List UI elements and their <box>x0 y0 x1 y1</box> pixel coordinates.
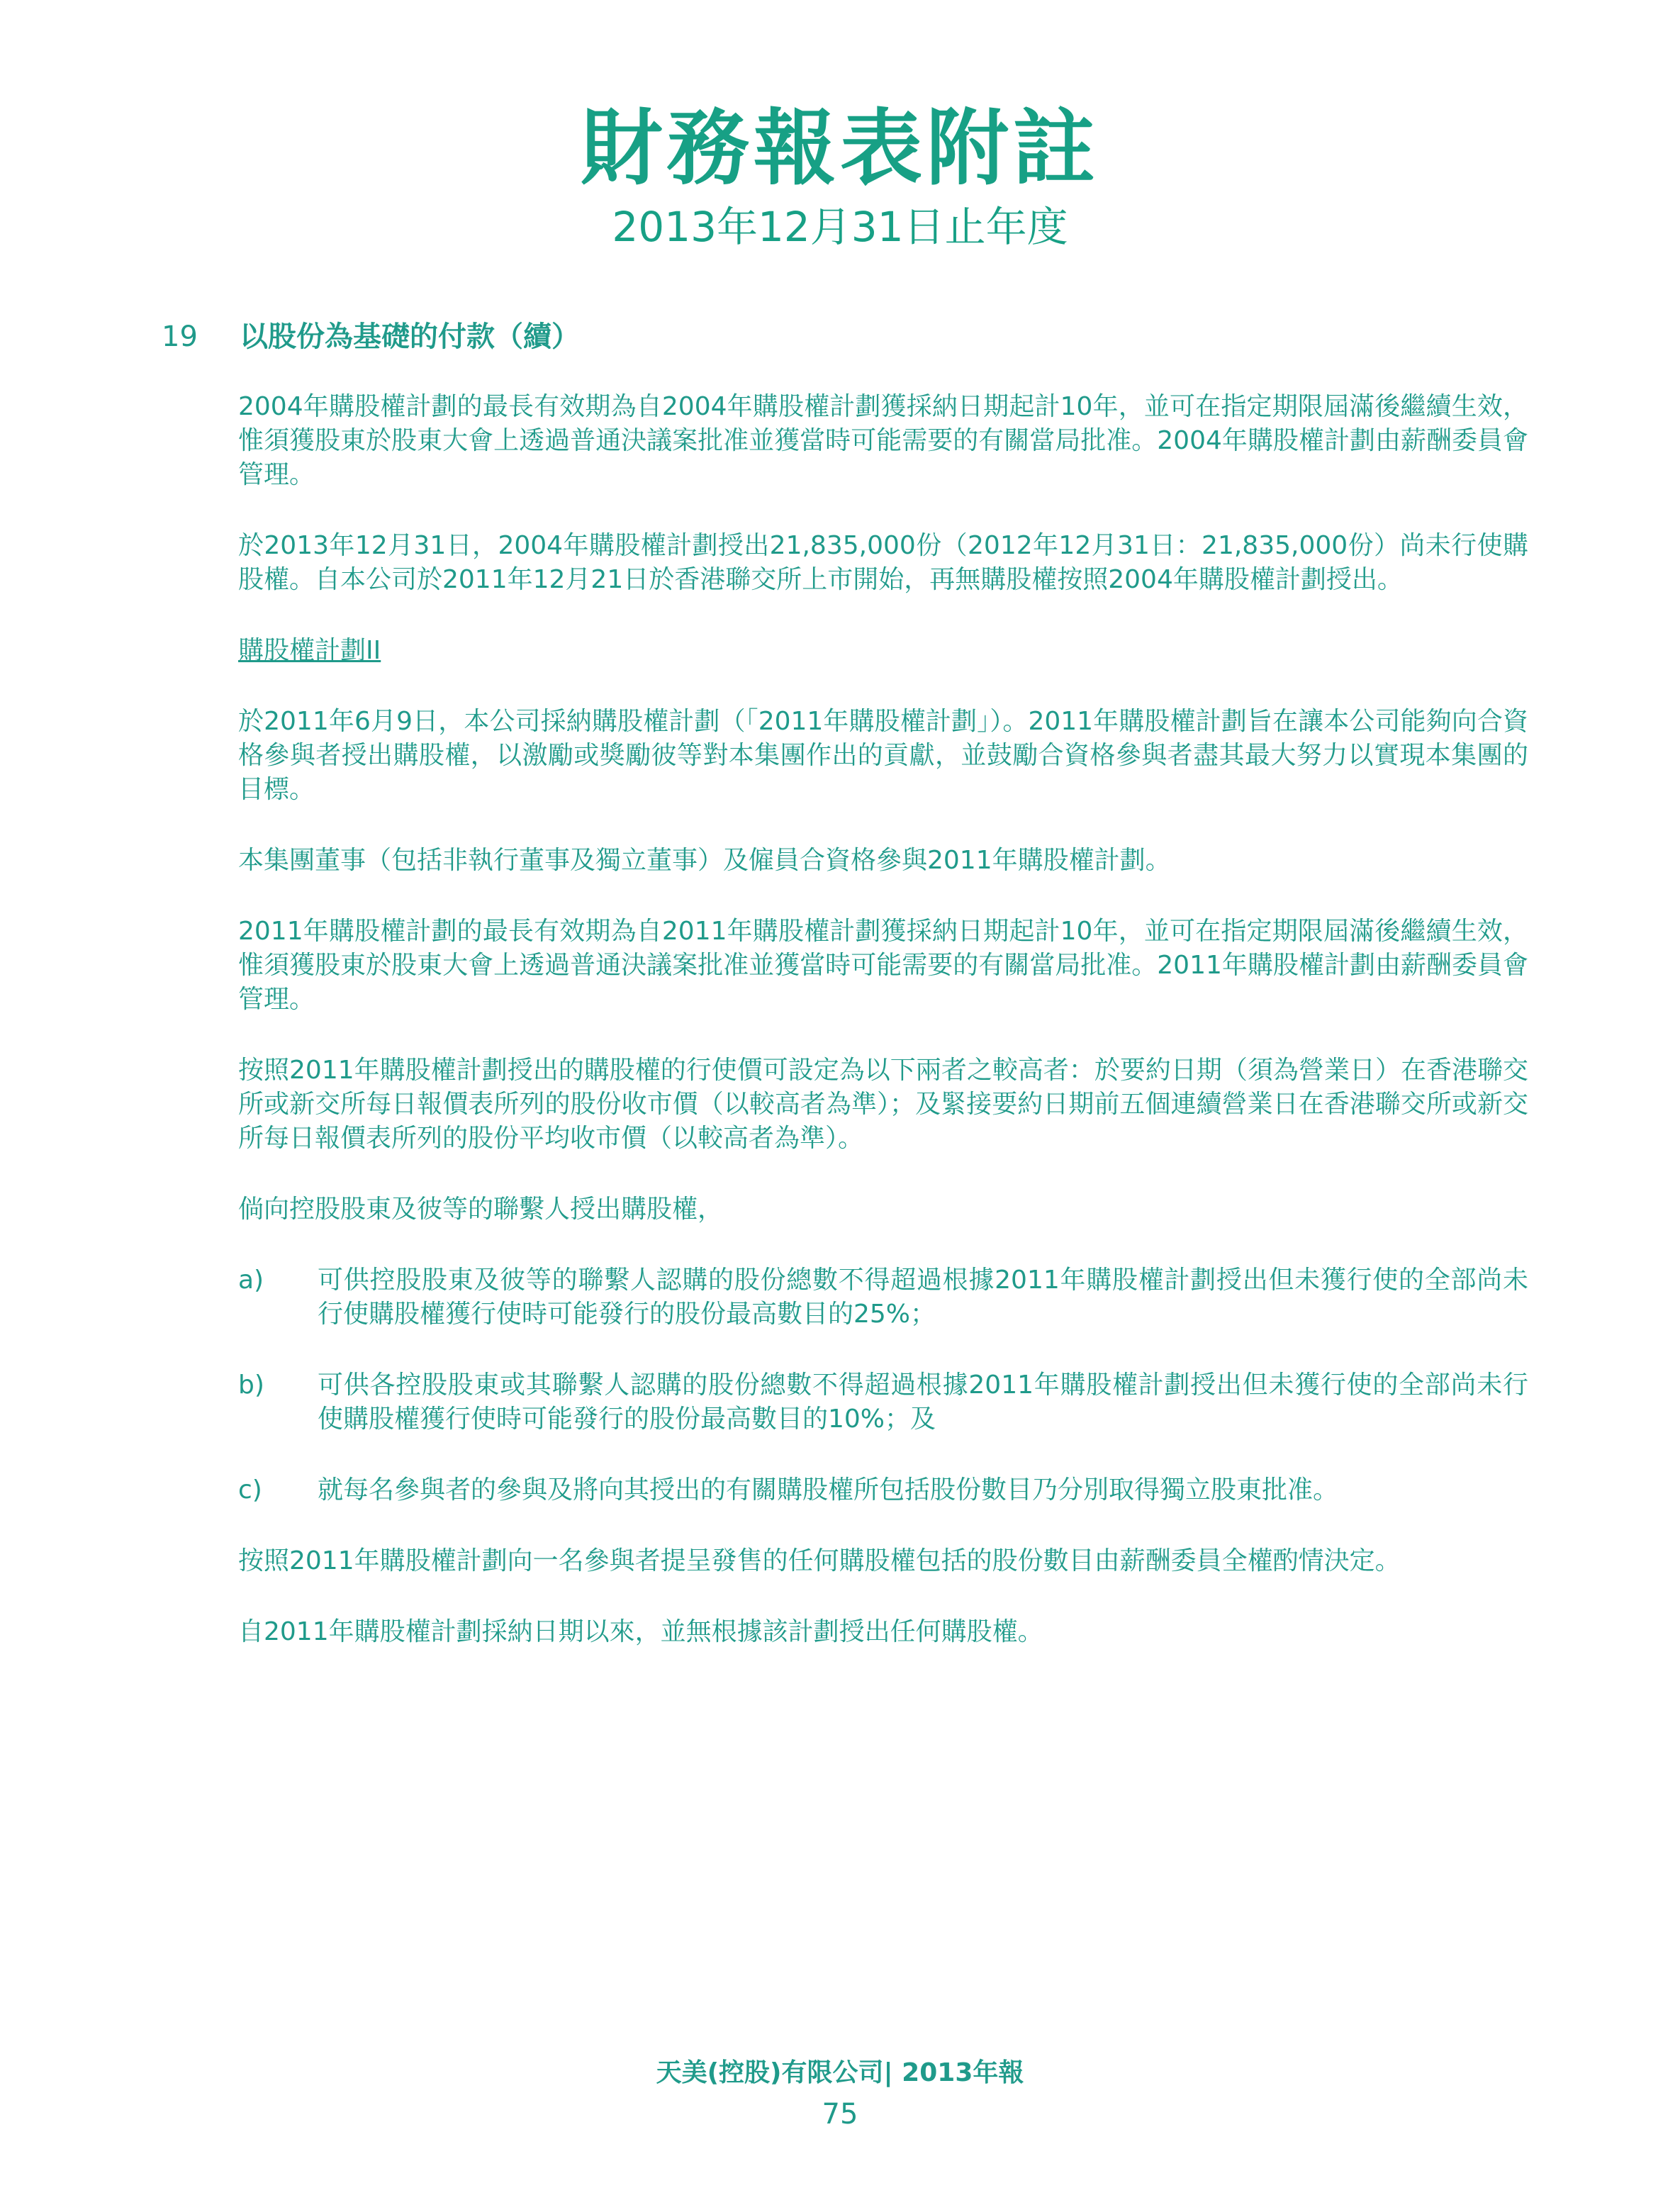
page-header <box>0 99 1680 252</box>
page-subtitle: 2013年12月31日止年度 <box>612 203 1068 251</box>
paragraph-controlling-shareholders: 倘向控股股東及彼等的聯繫人授出購股權， <box>238 1195 724 1224</box>
list-marker: b) <box>238 1371 264 1400</box>
list-item <box>238 1473 1528 1507</box>
list-item <box>238 1263 1528 1332</box>
section-number: 19 <box>162 320 198 353</box>
paragraph-2004-scheme-outstanding: 於2013年12月31日，2004年購股權計劃授出21,835,000份（2012年12月31日：21,835,000份）尚未行使購股權。自本公司於2011年12月21日於香港聯交所上市開始，再無購股權按照2004年購股權計劃授出。 <box>238 531 1528 594</box>
paragraph-2011-scheme-validity: 2011年購股權計劃的最長有效期為自2011年購股權計劃獲採納日期起計10年，並可在指定期限屆滿後繼續生效，惟須獲股東於股東大會上透過普通決議案批准並獲當時可能需要的有關當局批准。2011年購股權計劃由薪酬委員會管理。 <box>238 917 1528 1014</box>
list-text: 可供控股股東及彼等的聯繫人認購的股份總數不得超過根據2011年購股權計劃授出但未獲行使的全部尚未行使購股權獲行使時可能發行的股份最高數目的25%； <box>318 1266 1528 1329</box>
page-number: 75 <box>822 2098 858 2131</box>
list-text: 可供各控股股東或其聯繫人認購的股份總數不得超過根據2011年購股權計劃授出但未獲行使的全部尚未行使購股權獲行使時可能發行的股份最高數目的10%；及 <box>318 1371 1528 1434</box>
page-title: 財務報表附註 <box>581 101 1099 196</box>
paragraph-no-options-granted: 自2011年購股權計劃採納日期以來，並無根據該計劃授出任何購股權。 <box>238 1617 1043 1646</box>
paragraph-2011-scheme-exercise-price: 按照2011年購股權計劃授出的購股權的行使價可設定為以下兩者之較高者：於要約日期（須為營業日）在香港聯交所或新交所每日報價表所列的股份收市價（以較高者為準）；及緊接要約日期前五個連續營業日在香港聯交所或新交所每日報價表所列的股份平均收市價（以較高者為準）。 <box>238 1056 1528 1153</box>
subheading-share-option-scheme-ii: 購股權計劃II <box>238 636 381 665</box>
paragraph-2011-scheme-eligibility: 本集團董事（包括非執行董事及獨立董事）及僱員合資格參與2011年購股權計劃。 <box>238 846 1171 875</box>
paragraph-2011-scheme-adoption: 於2011年6月9日，本公司採納購股權計劃（「2011年購股權計劃」）。2011年購股權計劃旨在讓本公司能夠向合資格參與者授出購股權，以激勵或獎勵彼等對本集團作出的貢獻，並鼓勵合資格參與者盡其最大努力以實現本集團的目標。 <box>238 707 1528 804</box>
section-heading <box>162 318 580 356</box>
page-footer <box>0 2056 1680 2134</box>
section-content <box>238 390 1528 1686</box>
footer-company-report: 天美(控股)有限公司| 2013年報 <box>656 2058 1024 2087</box>
paragraph-2004-scheme-validity: 2004年購股權計劃的最長有效期為自2004年購股權計劃獲採納日期起計10年，並可在指定期限屆滿後繼續生效，惟須獲股東於股東大會上透過普通決議案批准並獲當時可能需要的有關當局批准。2004年購股權計劃由薪酬委員會管理。 <box>238 392 1528 489</box>
list-marker: a) <box>238 1266 264 1295</box>
section-title: 以股份為基礎的付款（續） <box>240 320 580 353</box>
list-text: 就每名參與者的參與及將向其授出的有關購股權所包括股份數目乃分別取得獨立股東批准。 <box>318 1475 1339 1505</box>
paragraph-share-number-discretion: 按照2011年購股權計劃向一名參與者提呈發售的任何購股權包括的股份數目由薪酬委員全權酌情決定。 <box>238 1546 1401 1575</box>
list-marker: c) <box>238 1475 262 1505</box>
list-item <box>238 1368 1528 1436</box>
